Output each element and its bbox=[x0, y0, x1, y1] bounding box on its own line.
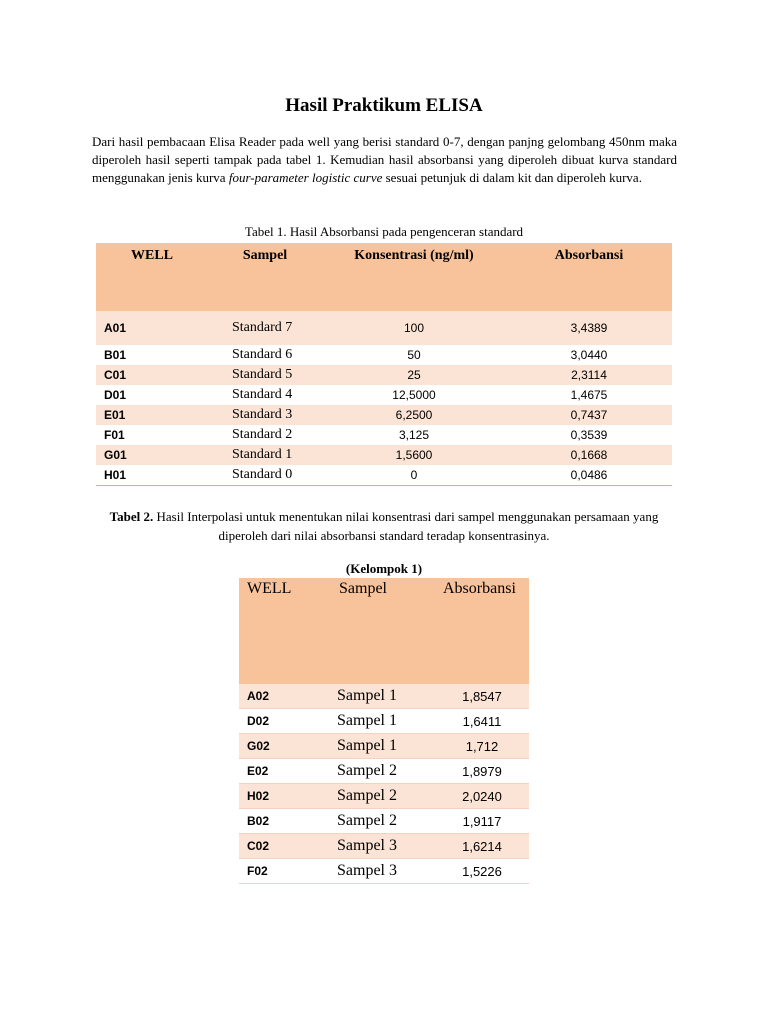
table-row bbox=[239, 834, 529, 859]
cell-absorbansi: 0,3539 bbox=[570, 428, 608, 442]
cell-well: C01 bbox=[96, 365, 208, 385]
cell-absorbansi: 1,712 bbox=[435, 734, 529, 759]
cell-sampel: Sampel 2 bbox=[331, 784, 435, 809]
table-row bbox=[239, 709, 529, 734]
table1-header-row bbox=[96, 243, 672, 311]
table-row bbox=[96, 385, 672, 405]
cell-absorbansi: 1,6214 bbox=[435, 834, 529, 859]
cell-konsentrasi: 3,125 bbox=[398, 428, 430, 442]
cell-sampel: Standard 6 bbox=[232, 347, 293, 362]
cell-sampel: Sampel 3 bbox=[331, 859, 435, 884]
cell-well: H01 bbox=[104, 468, 127, 482]
cell-sampel: Sampel 2 bbox=[331, 809, 435, 834]
table2-caption-text: Hasil Interpolasi untuk menentukan nilai konsentrasi dari sampel menggunakan persamaan yang diperoleh dari nilai absorbansi standard teradap konsentrasinya. bbox=[153, 509, 659, 543]
cell-sampel: Standard 1 bbox=[208, 445, 322, 465]
cell-well: A02 bbox=[239, 684, 331, 709]
table2-header-sampel: Sampel bbox=[331, 578, 435, 684]
cell-sampel: Standard 7 bbox=[208, 311, 322, 345]
table-row bbox=[96, 405, 672, 425]
cell-absorbansi: 2,3114 bbox=[506, 365, 672, 385]
intro-text-1: Dari hasil pembacaan Elisa Reader pada well yang berisi standard 0-7, dengan panjng gelombang 450nm maka diperoleh hasil seperti tampak pada tabel 1. Kemudian hasil absorbansi yang diperoleh dibuat kurva standard menggunakan jenis kurva bbox=[92, 134, 677, 185]
cell-well: H02 bbox=[239, 784, 331, 809]
cell-absorbansi: 1,9117 bbox=[435, 809, 529, 834]
table-row bbox=[239, 784, 529, 809]
table-row bbox=[239, 734, 529, 759]
cell-well: D01 bbox=[104, 388, 127, 402]
cell-well: B01 bbox=[104, 348, 127, 362]
cell-konsentrasi: 100 bbox=[322, 311, 506, 345]
cell-well: D02 bbox=[239, 709, 331, 734]
cell-well: E02 bbox=[239, 759, 331, 784]
cell-sampel: Sampel 1 bbox=[331, 734, 435, 759]
table-row bbox=[239, 759, 529, 784]
cell-sampel: Standard 3 bbox=[208, 405, 322, 425]
table-row bbox=[239, 684, 529, 709]
table1-caption: Tabel 1. Hasil Absorbansi pada pengenceran standard bbox=[244, 224, 524, 239]
cell-sampel: Sampel 2 bbox=[331, 759, 435, 784]
cell-well: F01 bbox=[104, 428, 125, 442]
cell-konsentrasi: 25 bbox=[322, 365, 506, 385]
cell-konsentrasi: 6,2500 bbox=[322, 405, 506, 425]
table-row bbox=[96, 445, 672, 465]
cell-well: C02 bbox=[239, 834, 331, 859]
cell-konsentrasi: 1,5600 bbox=[322, 445, 506, 465]
cell-sampel: Standard 2 bbox=[232, 427, 293, 442]
cell-sampel: Standard 4 bbox=[232, 387, 293, 402]
table-row bbox=[96, 465, 672, 486]
table1-header-well: WELL bbox=[96, 243, 208, 311]
cell-well: A01 bbox=[96, 311, 208, 345]
cell-absorbansi: 0,0486 bbox=[570, 468, 608, 482]
cell-well: F02 bbox=[239, 859, 331, 884]
table2-caption-label: Tabel 2. bbox=[109, 509, 154, 524]
table1-header-sampel: Sampel bbox=[208, 243, 322, 311]
standard-absorbance-table bbox=[96, 243, 672, 486]
cell-absorbansi: 1,5226 bbox=[435, 859, 529, 884]
cell-sampel: Standard 5 bbox=[208, 365, 322, 385]
table-row bbox=[96, 425, 672, 445]
cell-konsentrasi: 50 bbox=[407, 348, 421, 362]
table-row bbox=[96, 311, 672, 345]
cell-sampel: Standard 0 bbox=[232, 467, 293, 482]
table1-header-absorbansi: Absorbansi bbox=[506, 243, 672, 311]
cell-absorbansi: 0,1668 bbox=[506, 445, 672, 465]
cell-absorbansi: 1,8979 bbox=[435, 759, 529, 784]
group-label: (Kelompok 1) bbox=[345, 561, 423, 576]
cell-absorbansi: 1,4675 bbox=[570, 388, 608, 402]
table-row bbox=[239, 809, 529, 834]
intro-text-2: sesuai petunjuk di dalam kit dan diperoleh kurva. bbox=[382, 170, 642, 185]
cell-well: G02 bbox=[239, 734, 331, 759]
table-row bbox=[239, 859, 529, 884]
intro-paragraph bbox=[92, 133, 677, 187]
cell-absorbansi: 3,4389 bbox=[506, 311, 672, 345]
cell-konsentrasi: 0 bbox=[410, 468, 418, 482]
cell-absorbansi: 2,0240 bbox=[435, 784, 529, 809]
page-title: Hasil Praktikum ELISA bbox=[285, 95, 483, 116]
cell-absorbansi: 0,7437 bbox=[506, 405, 672, 425]
cell-sampel: Sampel 3 bbox=[331, 834, 435, 859]
table2-caption bbox=[100, 507, 668, 545]
cell-absorbansi: 3,0440 bbox=[570, 348, 608, 362]
cell-well: G01 bbox=[96, 445, 208, 465]
cell-well: B02 bbox=[239, 809, 331, 834]
table2-header-absorbansi: Absorbansi bbox=[435, 578, 529, 684]
cell-well: E01 bbox=[96, 405, 208, 425]
sample-interpolation-table bbox=[239, 578, 529, 884]
cell-absorbansi: 1,8547 bbox=[435, 684, 529, 709]
table1-header-konsentrasi: Konsentrasi (ng/ml) bbox=[322, 243, 506, 311]
cell-sampel: Sampel 1 bbox=[331, 709, 435, 734]
table-row bbox=[96, 345, 672, 365]
table-row bbox=[96, 365, 672, 385]
cell-sampel: Sampel 1 bbox=[331, 684, 435, 709]
intro-italic: four-parameter logistic curve bbox=[228, 170, 383, 185]
cell-konsentrasi: 12,5000 bbox=[392, 388, 436, 402]
table2-header-row bbox=[239, 578, 529, 684]
cell-absorbansi: 1,6411 bbox=[435, 709, 529, 734]
table2-header-well: WELL bbox=[239, 578, 331, 684]
